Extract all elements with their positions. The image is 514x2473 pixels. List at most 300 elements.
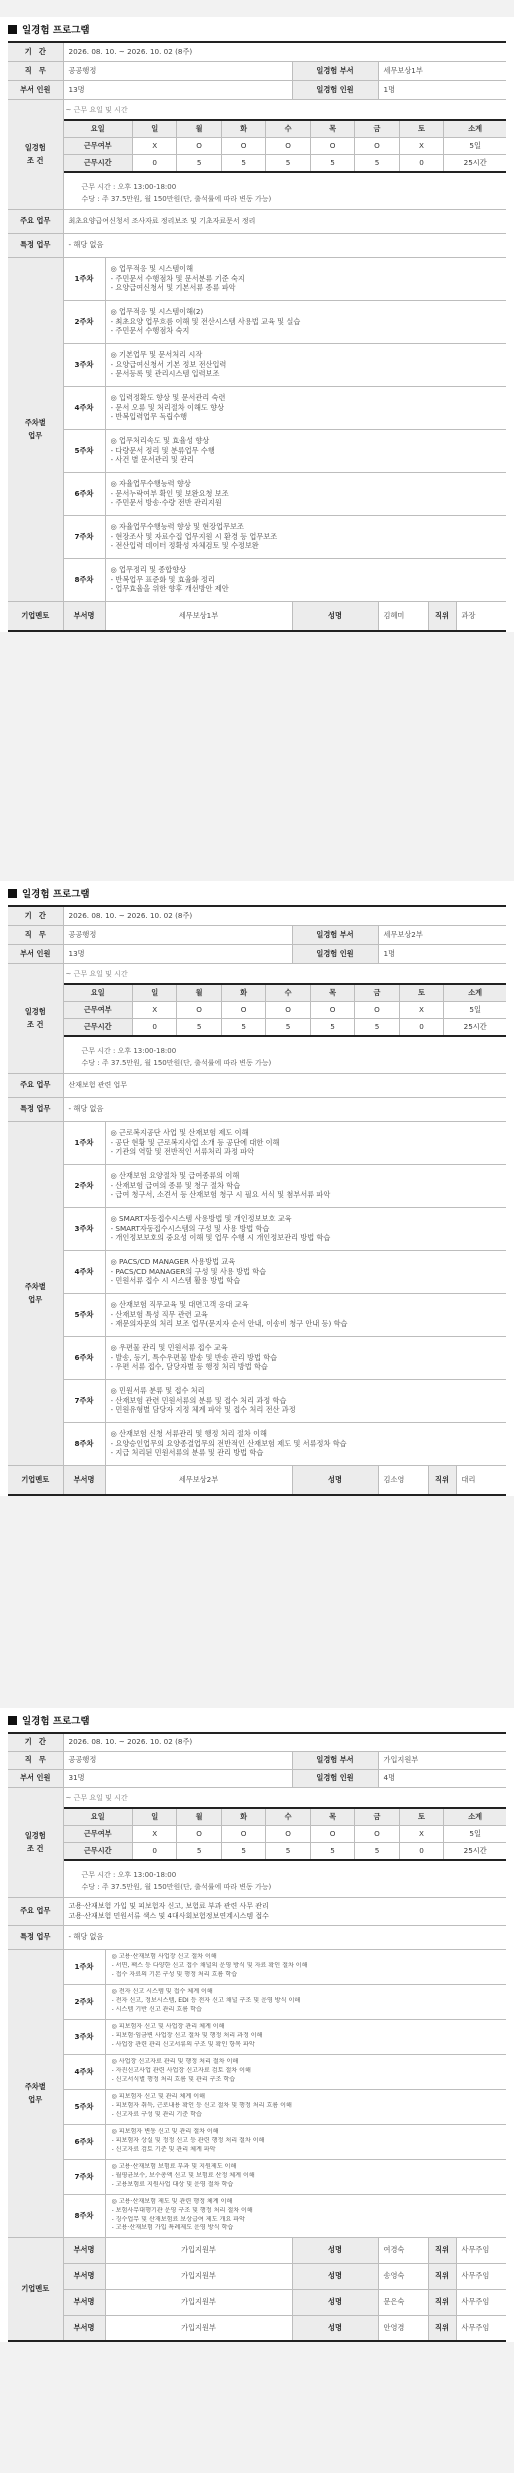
week-label: 5주차 bbox=[63, 2089, 105, 2124]
job-label: 직 무 bbox=[8, 925, 63, 944]
condition-title: ~ 근무 요일 및 시간 bbox=[65, 969, 128, 978]
mentor-rank-label: 직위 bbox=[428, 601, 456, 631]
job-value: 공공행정 bbox=[63, 1751, 292, 1769]
week-plan-line: - 피보험자 취득, 근로내용 확인 등 신고 절차 및 행정 처리 흐름 이해 bbox=[111, 2102, 292, 2110]
mentor-name-value: 안영경 bbox=[378, 2315, 428, 2341]
week-plan-line: - 개인정보보호의 중요성 이해 및 업무 수행 시 개인정보관리 방법 학습 bbox=[110, 1233, 331, 1243]
work-cell: X bbox=[132, 1001, 176, 1018]
week-plan-line: - 전자 신고, 정보시스템, EDI 등 전자 신고 채널 구조 및 운영 방식 이해 bbox=[111, 1997, 301, 2005]
period-value: 2026. 08. 10. ~ 2026. 10. 02 (8주) bbox=[63, 42, 506, 61]
mentor-dept-label: 부서명 bbox=[63, 2289, 105, 2315]
work-cell: 5일 bbox=[444, 137, 506, 154]
week-plan-line: ◎ 산재보험 요양절차 및 급여종류의 이해 bbox=[110, 1171, 240, 1181]
weekly-label: 주차별 업무 bbox=[8, 1121, 63, 1465]
condition-label: 일경험 조 건 bbox=[8, 1787, 63, 1897]
week-label: 5주차 bbox=[63, 429, 105, 472]
week-plan bbox=[105, 1422, 506, 1465]
program-table bbox=[8, 905, 506, 1496]
condition-title: ~ 근무 요일 및 시간 bbox=[65, 1793, 128, 1802]
mentor-rank-value: 대리 bbox=[456, 1465, 506, 1495]
period-value: 2026. 08. 10. ~ 2026. 10. 02 (8주) bbox=[63, 906, 506, 925]
week-plan-line: ◎ 사업장 신고자료 관리 및 행정 처리 절차 이해 bbox=[111, 2058, 239, 2066]
duties-value: 최초요양급여신청서 조사자료 정리보조 및 기초자료문서 정리 bbox=[63, 209, 506, 233]
day-header: 소계 bbox=[444, 120, 506, 138]
section-title: 일경험 프로그램 bbox=[22, 25, 90, 36]
mentor-dept-label: 부서명 bbox=[63, 2263, 105, 2289]
period-value: 2026. 08. 10. ~ 2026. 10. 02 (8주) bbox=[63, 1733, 506, 1751]
week-plan-line: ◎ 고용·산재보험 제도 및 관련 행정 체계 이해 bbox=[111, 2197, 233, 2205]
special-value: - 해당 없음 bbox=[63, 1925, 506, 1949]
week-plan-line: - 최초요양 업무흐름 이해 및 전산시스템 사용법 교육 및 실습 bbox=[110, 316, 301, 326]
week-plan-line: - 신고자료 검토 기준 및 관리 체계 파악 bbox=[111, 2145, 216, 2153]
day-header: 수 bbox=[266, 984, 310, 1002]
hours-cell: 5 bbox=[221, 1018, 265, 1036]
week-plan-line: - 발송, 등기, 특수우편물 발송 및 반송 관리 방법 학습 bbox=[110, 1352, 278, 1362]
mentor-rank-label: 직위 bbox=[428, 1465, 456, 1495]
week-plan-line: - SMART자동접수시스템의 구성 및 사용 방법 학습 bbox=[110, 1223, 270, 1233]
participants-label: 일경험 인원 bbox=[292, 1769, 378, 1787]
allowance-text: 수당 : 주 37.5만원, 월 150만원(단, 출석률에 따라 변동 가능) bbox=[81, 1058, 272, 1067]
hours-cell: 5 bbox=[355, 154, 399, 172]
people-value: 31명 bbox=[63, 1769, 292, 1787]
dept-value: 세무보상2부 bbox=[378, 925, 506, 944]
week-plan bbox=[105, 257, 506, 300]
week-plan-line: - 사건 별 문서관리 및 관리 bbox=[110, 455, 194, 465]
hours-cell: 0 bbox=[399, 1018, 443, 1036]
hours-cell: 5 bbox=[266, 1018, 310, 1036]
week-plan-line: ◎ 업무적응 및 시스템이해 bbox=[110, 264, 194, 274]
day-header: 화 bbox=[221, 984, 265, 1002]
participants-value: 1명 bbox=[378, 944, 506, 963]
week-plan-line: - 사업장 관련 관리 신고서류의 구조 및 확인 항목 파악 bbox=[111, 2040, 255, 2048]
hours-cell: 5 bbox=[266, 1842, 310, 1860]
mentor-dept-value: 가입지원부 bbox=[105, 2263, 292, 2289]
week-label: 8주차 bbox=[63, 1422, 105, 1465]
week-label: 6주차 bbox=[63, 1336, 105, 1379]
week-plan bbox=[105, 1250, 506, 1293]
week-plan bbox=[105, 1379, 506, 1422]
mentor-rank-value: 사무주임 bbox=[456, 2263, 506, 2289]
week-label: 2주차 bbox=[63, 1984, 105, 2019]
work-cell: O bbox=[355, 1001, 399, 1018]
week-plan bbox=[105, 2054, 506, 2089]
week-label: 4주차 bbox=[63, 2054, 105, 2089]
hours-cell: 5 bbox=[177, 1842, 221, 1860]
work-row-label: 근무여부 bbox=[64, 1825, 133, 1842]
day-header: 일 bbox=[132, 120, 176, 138]
week-label: 1주차 bbox=[63, 257, 105, 300]
week-label: 4주차 bbox=[63, 386, 105, 429]
week-plan-line: - 전산입력 데이터 정확성 자체검토 및 수정보완 bbox=[110, 541, 259, 551]
day-header: 토 bbox=[399, 984, 443, 1002]
week-plan-line: - 주민문서 수행점차 및 문서분류 기준 숙지 bbox=[110, 273, 245, 283]
work-hours-text: 근무 시간 : 오후 13:00-18:00 bbox=[81, 182, 177, 191]
week-plan-line: - 현장조사 및 자료수집 업무지원 시 환경 등 업무보조 bbox=[110, 531, 278, 541]
schedule-table bbox=[64, 119, 507, 173]
week-plan-line: - 민원서류 접수 시 시스템 활용 방법 학습 bbox=[110, 1276, 241, 1286]
mentor-name-value: 여경숙 bbox=[378, 2237, 428, 2263]
week-plan-line: - 피보험자 상실 및 정정 신고 등 관련 행정 처리 절차 이해 bbox=[111, 2137, 265, 2145]
day-header: 수 bbox=[266, 120, 310, 138]
day-header: 화 bbox=[221, 1808, 265, 1826]
work-cell: O bbox=[355, 137, 399, 154]
hours-row-label: 근무시간 bbox=[64, 1842, 133, 1860]
mentor-name-label: 성명 bbox=[292, 2263, 378, 2289]
work-cell: O bbox=[177, 1825, 221, 1842]
square-bullet-icon bbox=[8, 25, 17, 34]
section-title: 일경험 프로그램 bbox=[22, 1716, 90, 1727]
period-label: 기 간 bbox=[8, 1733, 63, 1751]
work-cell: O bbox=[266, 1825, 310, 1842]
week-plan-line: - 요양급여신청서 기본 정보 전산입력 bbox=[110, 359, 227, 369]
week-plan-line: ◎ 우편물 관리 및 민원서류 접수 교육 bbox=[110, 1343, 228, 1353]
day-header: 목 bbox=[310, 1808, 354, 1826]
week-plan bbox=[105, 2124, 506, 2159]
week-plan-line: ◎ 피보험자 신고 및 사업장 관리 체계 이해 bbox=[111, 2023, 225, 2031]
schedule-table bbox=[64, 983, 507, 1037]
week-label: 1주차 bbox=[63, 1949, 105, 1984]
week-label: 6주차 bbox=[63, 2124, 105, 2159]
participants-label: 일경험 인원 bbox=[292, 944, 378, 963]
mentor-rank-label: 직위 bbox=[428, 2237, 456, 2263]
week-label: 8주차 bbox=[63, 558, 105, 601]
week-plan bbox=[105, 1164, 506, 1207]
weekly-label: 주차별 업무 bbox=[8, 257, 63, 601]
week-plan-line: - 산재보험 특성 직무 관련 교육 bbox=[110, 1309, 208, 1319]
work-cell: X bbox=[399, 1001, 443, 1018]
work-cell: 5일 bbox=[444, 1825, 506, 1842]
hours-cell: 5 bbox=[266, 154, 310, 172]
program-card bbox=[0, 881, 514, 1496]
week-plan bbox=[105, 1207, 506, 1250]
schedule-table bbox=[64, 1807, 507, 1861]
mentor-dept-label: 부서명 bbox=[63, 2237, 105, 2263]
hours-cell: 0 bbox=[132, 1842, 176, 1860]
condition-cell bbox=[63, 99, 506, 209]
people-label: 부서 인원 bbox=[8, 80, 63, 99]
week-plan-line: - 지급 처리된 민원서류의 분류 및 관리 방법 학습 bbox=[110, 1448, 264, 1458]
mentor-name-label: 성명 bbox=[292, 2315, 378, 2341]
special-value: - 해당 없음 bbox=[63, 1097, 506, 1121]
hours-cell: 0 bbox=[399, 154, 443, 172]
special-label: 특정 업무 bbox=[8, 233, 63, 257]
week-plan-line: - 월평균보수, 보수총액 신고 및 보험료 산정 체계 이해 bbox=[111, 2172, 255, 2180]
week-plan-line: - 보험사무대행기관 운영 구조 및 행정 처리 절차 이해 bbox=[111, 2206, 253, 2214]
dept-value: 가입지원부 bbox=[378, 1751, 506, 1769]
week-plan-line: ◎ SMART자동접수시스템 사용방법 및 개인정보보호 교육 bbox=[110, 1214, 292, 1224]
week-plan bbox=[105, 386, 506, 429]
week-plan-line: ◎ 고용·산재보험 보험료 부과 및 지원제도 이해 bbox=[111, 2163, 237, 2171]
participants-value: 1명 bbox=[378, 80, 506, 99]
square-bullet-icon bbox=[8, 1716, 17, 1725]
week-plan-line: - 반복입력업무 독립수행 bbox=[110, 412, 188, 422]
people-label: 부서 인원 bbox=[8, 944, 63, 963]
condition-label: 일경험 조 건 bbox=[8, 963, 63, 1073]
work-row-label: 근무여부 bbox=[64, 1001, 133, 1018]
week-label: 7주차 bbox=[63, 515, 105, 558]
week-label: 8주차 bbox=[63, 2194, 105, 2237]
square-bullet-icon bbox=[8, 889, 17, 898]
period-label: 기 간 bbox=[8, 42, 63, 61]
week-plan-line: ◎ 산재보험 직무교육 및 대면고객 응대 교육 bbox=[110, 1300, 249, 1310]
week-plan bbox=[105, 2194, 506, 2237]
week-plan-line: - 재문의자문의 처리 보조 업무(문지자 순서 안내, 이송비 청구 안내 등) 학습 bbox=[110, 1319, 348, 1329]
day-header: 월 bbox=[177, 984, 221, 1002]
hours-cell: 5 bbox=[221, 1842, 265, 1860]
mentor-name-label: 성명 bbox=[292, 1465, 378, 1495]
day-header: 토 bbox=[399, 1808, 443, 1826]
day-header: 요일 bbox=[64, 1808, 133, 1826]
mentor-name-label: 성명 bbox=[292, 2289, 378, 2315]
week-plan-line: - 우편 서류 접수, 담당자별 등 행정 처리 방법 학습 bbox=[110, 1362, 268, 1372]
week-plan bbox=[105, 1949, 506, 1984]
week-plan bbox=[105, 515, 506, 558]
program-table bbox=[8, 1732, 506, 2342]
condition-note bbox=[82, 1869, 507, 1893]
week-plan-line: ◎ 업무정리 및 종합향상 bbox=[110, 565, 187, 575]
duties-label: 주요 업무 bbox=[8, 209, 63, 233]
day-header: 토 bbox=[399, 120, 443, 138]
week-plan bbox=[105, 1293, 506, 1336]
week-plan-line: ◎ 고용·산재보험 사업장 신고 절차 이해 bbox=[111, 1953, 217, 1961]
week-plan-line: ◎ 업무처리속도 및 효율성 향상 bbox=[110, 436, 210, 446]
mentor-dept-value: 세무보상2부 bbox=[105, 1465, 292, 1495]
mentor-rank-value: 사무주임 bbox=[456, 2315, 506, 2341]
work-cell: O bbox=[310, 1825, 354, 1842]
week-plan-line: - 다량문서 정리 및 분류업무 수행 bbox=[110, 445, 215, 455]
week-plan-line: - 피보험·임금변 사업장 신고 절차 및 행정 처리 과정 이해 bbox=[111, 2032, 263, 2040]
week-label: 7주차 bbox=[63, 1379, 105, 1422]
week-plan-line: ◎ 자율업무수행능력 향상 bbox=[110, 479, 191, 489]
job-label: 직 무 bbox=[8, 1751, 63, 1769]
mentor-label: 기업멘토 bbox=[8, 1465, 63, 1495]
allowance-text: 수당 : 주 37.5만원, 월 150만원(단, 출석률에 따라 변동 가능) bbox=[81, 1882, 272, 1891]
week-plan bbox=[105, 1984, 506, 2019]
work-cell: O bbox=[310, 1001, 354, 1018]
work-cell: O bbox=[266, 137, 310, 154]
day-header: 일 bbox=[132, 984, 176, 1002]
day-header: 금 bbox=[355, 1808, 399, 1826]
dept-label: 일경험 부서 bbox=[292, 925, 378, 944]
hours-cell: 5 bbox=[355, 1842, 399, 1860]
week-label: 2주차 bbox=[63, 1164, 105, 1207]
job-label: 직 무 bbox=[8, 61, 63, 80]
week-plan bbox=[105, 343, 506, 386]
day-header: 목 bbox=[310, 984, 354, 1002]
week-plan bbox=[105, 300, 506, 343]
section-header bbox=[0, 17, 514, 41]
work-cell: X bbox=[399, 1825, 443, 1842]
week-plan-line: - 반복업무 표준화 및 효율화 정리 bbox=[110, 574, 215, 584]
mentor-name-label: 성명 bbox=[292, 2237, 378, 2263]
mentor-name-value: 김혜미 bbox=[378, 601, 428, 631]
week-label: 4주차 bbox=[63, 1250, 105, 1293]
week-plan-line: ◎ 피보험자 신고 및 관리 체계 이해 bbox=[111, 2093, 205, 2101]
week-plan-line: - 신고자료 구성 및 관리 기준 학습 bbox=[111, 2110, 202, 2118]
week-plan-line: - 고용·산재보험 가입 특례제도 운영 방식 학습 bbox=[111, 2224, 234, 2232]
people-label: 부서 인원 bbox=[8, 1769, 63, 1787]
work-cell: X bbox=[132, 1825, 176, 1842]
participants-value: 4명 bbox=[378, 1769, 506, 1787]
day-header: 목 bbox=[310, 120, 354, 138]
week-plan-line: - 문서등록 및 관리시스템 입력보조 bbox=[110, 369, 220, 379]
mentor-name-value: 김소영 bbox=[378, 1465, 428, 1495]
work-cell: O bbox=[221, 1001, 265, 1018]
week-label: 3주차 bbox=[63, 1207, 105, 1250]
mentor-dept-label: 부서명 bbox=[63, 2315, 105, 2341]
job-value: 공공행정 bbox=[63, 925, 292, 944]
people-value: 13명 bbox=[63, 80, 292, 99]
duties-label: 주요 업무 bbox=[8, 1073, 63, 1097]
mentor-name-value: 문은숙 bbox=[378, 2289, 428, 2315]
mentor-rank-label: 직위 bbox=[428, 2289, 456, 2315]
participants-label: 일경험 인원 bbox=[292, 80, 378, 99]
week-label: 7주차 bbox=[63, 2159, 105, 2194]
work-row-label: 근무여부 bbox=[64, 137, 133, 154]
work-hours-text: 근무 시간 : 오후 13:00-18:00 bbox=[81, 1870, 177, 1879]
mentor-dept-label: 부서명 bbox=[63, 601, 105, 631]
week-plan-line: - PACS/CD MANAGER의 구성 및 사용 방법 학습 bbox=[110, 1266, 267, 1276]
week-plan-line: ◎ 업무적응 및 시스템이해(2) bbox=[110, 307, 204, 317]
hours-cell: 5 bbox=[221, 154, 265, 172]
dept-label: 일경험 부서 bbox=[292, 61, 378, 80]
section-header bbox=[0, 881, 514, 905]
work-cell: X bbox=[399, 137, 443, 154]
week-plan-line: - 접수 자료의 기본 구성 및 행정 처리 흐름 학습 bbox=[111, 1970, 238, 1978]
week-plan-line: - 산재보험 관련 민원서류의 분류 및 접수 처리 과정 학습 bbox=[110, 1395, 287, 1405]
week-plan-line: - 고용보험료 지원사업 대상 및 운영 절차 학습 bbox=[111, 2180, 234, 2188]
mentor-dept-label: 부서명 bbox=[63, 1465, 105, 1495]
program-card bbox=[0, 1708, 514, 2342]
special-label: 특정 업무 bbox=[8, 1097, 63, 1121]
weekly-label: 주차별 업무 bbox=[8, 1949, 63, 2237]
week-plan-line: - 산재보험 급여의 종류 및 청구 절차 학습 bbox=[110, 1180, 241, 1190]
work-cell: 5일 bbox=[444, 1001, 506, 1018]
mentor-dept-value: 가입지원부 bbox=[105, 2289, 292, 2315]
week-plan-line: - 주민문서 수행점차 숙지 bbox=[110, 326, 190, 336]
week-plan-line: - 서면, 팩스 등 다양한 신고 접수 채널의 운영 방식 및 자료 확인 절차 이해 bbox=[111, 1962, 308, 1970]
special-value: - 해당 없음 bbox=[63, 233, 506, 257]
week-label: 3주차 bbox=[63, 2019, 105, 2054]
mentor-rank-label: 직위 bbox=[428, 2263, 456, 2289]
day-header: 요일 bbox=[64, 120, 133, 138]
hours-cell: 25시간 bbox=[444, 1842, 506, 1860]
week-plan-line: ◎ 피보험자 변동 신고 및 관리 절차 이해 bbox=[111, 2128, 219, 2136]
dept-label: 일경험 부서 bbox=[292, 1751, 378, 1769]
allowance-text: 수당 : 주 37.5만원, 월 150만원(단, 출석률에 따라 변동 가능) bbox=[81, 194, 272, 203]
day-header: 금 bbox=[355, 984, 399, 1002]
week-plan bbox=[105, 558, 506, 601]
week-plan-line: ◎ 전자 신고 시스템 및 접수 체계 이해 bbox=[111, 1988, 213, 1996]
week-plan-line: - 요양승인업무의 요양종결업무의 전반적인 산재보험 제도 및 서류정차 학습 bbox=[110, 1438, 347, 1448]
week-plan bbox=[105, 2019, 506, 2054]
section-title: 일경험 프로그램 bbox=[22, 889, 90, 900]
week-plan-line: - 주민문서 방송·수량 전반 관리지원 bbox=[110, 498, 222, 508]
week-plan bbox=[105, 472, 506, 515]
duties-value: 고용·산재보험 가입 및 피보험자 신고, 보험료 부과 관련 사무 관리 고용·산재보험 민원서류 색스 및 4대사회보험정보연계시스템 접수 bbox=[63, 1897, 506, 1925]
week-plan-line: - 자진신고사업 관련 사업장 신고자료 검토 절차 이해 bbox=[111, 2067, 251, 2075]
week-plan-line: - 징수업무 및 산재보험료 보상급여 제도 개요 파악 bbox=[111, 2215, 245, 2223]
mentor-name-value: 송영숙 bbox=[378, 2263, 428, 2289]
hours-row-label: 근무시간 bbox=[64, 1018, 133, 1036]
week-plan-line: ◎ 입력정확도 향상 및 문서관리 숙련 bbox=[110, 393, 226, 403]
work-cell: O bbox=[355, 1825, 399, 1842]
mentor-name-label: 성명 bbox=[292, 601, 378, 631]
week-plan-line: - 민원유형별 담당자 지정 체계 파악 및 접수 처리 전산 과정 bbox=[110, 1405, 296, 1415]
program-table bbox=[8, 41, 506, 632]
hours-cell: 5 bbox=[355, 1018, 399, 1036]
week-plan bbox=[105, 1121, 506, 1164]
hours-cell: 0 bbox=[399, 1842, 443, 1860]
hours-cell: 5 bbox=[310, 1842, 354, 1860]
hours-cell: 25시간 bbox=[444, 154, 506, 172]
hours-cell: 5 bbox=[177, 1018, 221, 1036]
mentor-rank-value: 사무주임 bbox=[456, 2237, 506, 2263]
day-header: 월 bbox=[177, 120, 221, 138]
period-label: 기 간 bbox=[8, 906, 63, 925]
work-cell: O bbox=[310, 137, 354, 154]
day-header: 화 bbox=[221, 120, 265, 138]
duties-value: 산재보험 관련 업무 bbox=[63, 1073, 506, 1097]
work-cell: X bbox=[132, 137, 176, 154]
mentor-label: 기업멘토 bbox=[8, 601, 63, 631]
week-plan bbox=[105, 2089, 506, 2124]
hours-cell: 0 bbox=[132, 154, 176, 172]
week-label: 5주차 bbox=[63, 1293, 105, 1336]
week-plan-line: - 신고서식별 행정 처리 흐름 및 관리 구조 학습 bbox=[111, 2075, 236, 2083]
hours-cell: 5 bbox=[310, 154, 354, 172]
week-plan-line: ◎ PACS/CD MANAGER 사용방법 교육 bbox=[110, 1257, 236, 1267]
day-header: 수 bbox=[266, 1808, 310, 1826]
week-label: 2주차 bbox=[63, 300, 105, 343]
week-label: 3주차 bbox=[63, 343, 105, 386]
week-plan-line: ◎ 산재보험 신청 서류관리 및 행정 처리 절차 이해 bbox=[110, 1429, 267, 1439]
work-cell: O bbox=[177, 1001, 221, 1018]
week-plan-line: - 급여 청구서, 소견서 등 산재보험 청구 시 필요 서식 및 첨부서류 파악 bbox=[110, 1190, 331, 1200]
mentor-rank-label: 직위 bbox=[428, 2315, 456, 2341]
week-plan bbox=[105, 1336, 506, 1379]
hours-cell: 25시간 bbox=[444, 1018, 506, 1036]
day-header: 소계 bbox=[444, 1808, 506, 1826]
section-header bbox=[0, 1708, 514, 1732]
week-label: 6주차 bbox=[63, 472, 105, 515]
hours-cell: 5 bbox=[310, 1018, 354, 1036]
people-value: 13명 bbox=[63, 944, 292, 963]
condition-note bbox=[82, 181, 507, 205]
hours-cell: 0 bbox=[132, 1018, 176, 1036]
week-plan-line: - 업무효율을 위한 향후 개선방안 제안 bbox=[110, 584, 229, 594]
condition-label: 일경험 조 건 bbox=[8, 99, 63, 209]
week-plan-line: ◎ 근로복지공단 사업 및 산재보험 제도 이해 bbox=[110, 1128, 249, 1138]
week-plan-line: ◎ 기본업무 및 문서처리 시작 bbox=[110, 350, 203, 360]
mentor-dept-value: 가입지원부 bbox=[105, 2315, 292, 2341]
week-label: 1주차 bbox=[63, 1121, 105, 1164]
job-value: 공공행정 bbox=[63, 61, 292, 80]
mentor-label: 기업멘토 bbox=[8, 2237, 63, 2341]
dept-value: 세무보상1부 bbox=[378, 61, 506, 80]
program-card bbox=[0, 17, 514, 632]
week-plan bbox=[105, 2159, 506, 2194]
day-header: 월 bbox=[177, 1808, 221, 1826]
duties-label: 주요 업무 bbox=[8, 1897, 63, 1925]
hours-cell: 5 bbox=[177, 154, 221, 172]
week-plan-line: - 문서 오류 및 처리절차 이해도 향상 bbox=[110, 402, 225, 412]
mentor-rank-value: 과장 bbox=[456, 601, 506, 631]
condition-cell bbox=[63, 1787, 506, 1897]
condition-title: ~ 근무 요일 및 시간 bbox=[65, 105, 128, 114]
work-cell: O bbox=[266, 1001, 310, 1018]
week-plan-line: ◎ 자율업무수행능력 향상 및 현장업무보조 bbox=[110, 522, 244, 532]
